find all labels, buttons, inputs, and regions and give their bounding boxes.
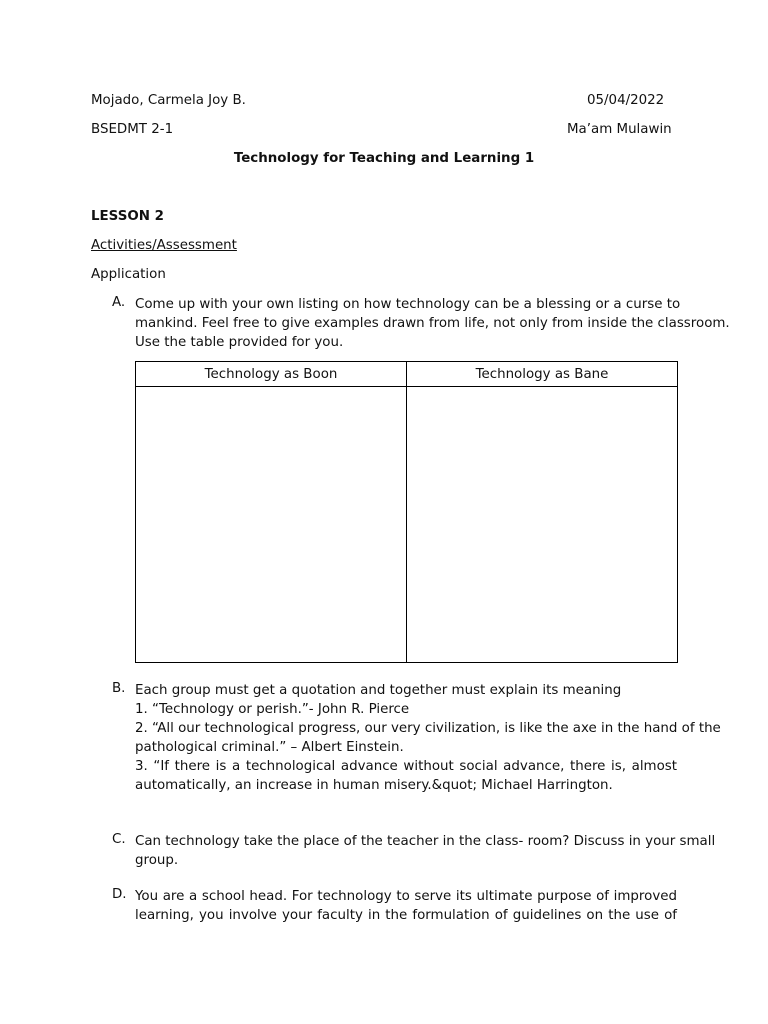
- bane-answer-cell: [407, 387, 678, 663]
- application-label: Application: [91, 267, 166, 282]
- table-row: [136, 387, 678, 663]
- quotation-2-cont: pathological criminal.” – Albert Einstein.: [135, 740, 404, 755]
- course-section: BSEDMT 2-1: [91, 122, 174, 137]
- item-marker: A.: [112, 295, 126, 310]
- item-body: [135, 681, 721, 795]
- quotation-3: 3. “If there is a technological advance without social advance, there is, almost: [135, 759, 677, 774]
- item-marker: D.: [112, 887, 127, 902]
- item-d-line: You are a school head. For technology to serve its ultimate purpose of improved: [135, 889, 677, 904]
- item-c-line: Can technology take the place of the teacher in the class- room? Discuss in your small: [135, 834, 716, 849]
- quotation-1: 1. “Technology or perish.”- John R. Pierce: [135, 702, 410, 717]
- item-d-line: learning, you involve your faculty in the formulation of guidelines on the use of: [135, 908, 677, 923]
- lesson-heading: LESSON 2: [91, 209, 164, 224]
- item-c-line: group.: [135, 853, 179, 868]
- item-body: [135, 887, 677, 925]
- student-name: Mojado, Carmela Joy B.: [91, 93, 246, 108]
- instructor-name: Ma’am Mulawin: [567, 122, 672, 137]
- boon-bane-table: [135, 361, 678, 663]
- item-a-line: mankind. Feel free to give examples drawn from life, not only from inside the classroom.: [135, 316, 730, 331]
- item-marker: B.: [112, 681, 126, 696]
- item-a-line: Come up with your own listing on how technology can be a blessing or a curse to: [135, 297, 681, 312]
- boon-answer-cell: [136, 387, 407, 663]
- table-header-row: [136, 362, 678, 387]
- column-header-bane: Technology as Bane: [407, 362, 678, 387]
- course-title: Technology for Teaching and Learning 1: [233, 151, 535, 166]
- item-body: [135, 832, 716, 870]
- submission-date: 05/04/2022: [587, 93, 665, 108]
- item-a-line: Use the table provided for you.: [135, 335, 344, 350]
- item-marker: C.: [112, 832, 126, 847]
- item-body: [135, 295, 730, 352]
- item-b-line: Each group must get a quotation and together must explain its meaning: [135, 683, 622, 698]
- column-header-boon: Technology as Boon: [136, 362, 407, 387]
- quotation-2: 2. “All our technological progress, our very civilization, is like the axe in the hand of the: [135, 721, 721, 736]
- quotation-3-cont: automatically, an increase in human misery.&quot; Michael Harrington.: [135, 778, 613, 793]
- activities-subheading: Activities/Assessment: [91, 238, 237, 253]
